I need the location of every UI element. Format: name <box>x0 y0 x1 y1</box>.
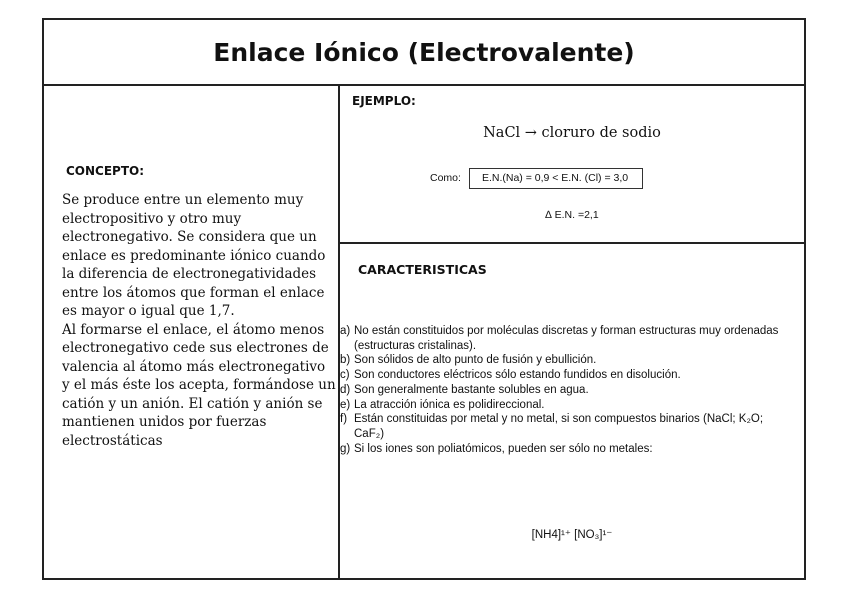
concept-heading: CONCEPTO: <box>66 164 145 178</box>
ions-formula: [NH4]¹⁺ [NO₃]¹⁻ <box>531 529 613 541</box>
list-item <box>340 368 790 383</box>
como-row <box>430 166 643 190</box>
en-comparison-box: E.N.(Na) = 0,9 < E.N. (Cl) = 3,0 <box>469 168 643 189</box>
list-item <box>340 398 790 413</box>
concept-panel <box>44 86 340 578</box>
list-item-text: Son generalmente bastante solubles en agua. <box>354 383 589 396</box>
como-label: Como: <box>430 172 461 184</box>
list-item <box>340 412 790 441</box>
list-item-letter: f) <box>340 413 348 426</box>
characteristics-list <box>340 324 790 456</box>
characteristics-panel <box>340 244 804 578</box>
list-item-letter: a) <box>340 325 351 337</box>
list-item-letter: b) <box>340 354 351 367</box>
page-title: Enlace Iónico (Electrovalente) <box>213 37 635 67</box>
list-item-text: Están constituidas por metal y no metal, si son compuestos binarios (NaCl; K₂O; CaF₂) <box>354 413 764 440</box>
example-formula: NaCl → cloruro de sodio <box>483 125 661 141</box>
example-panel <box>340 86 804 244</box>
list-item-letter: c) <box>340 369 350 382</box>
list-item-letter: d) <box>340 383 351 396</box>
concept-text-body: Se produce entre un elemento muy electropositivo y otro muy electronegativo. Se considera que un enlace es predominante iónico cuando la diferencia de electronegatividades entre los átomos que forman el enlace es mayor o igual que 1,7. Al formarse el enlace, el átomo menos electronegativo cede sus electrones de valencia al átomo más electronegativo y el más éste los acepta, formándose un catión y un anión. El catión y anión se mantienen unidos por fuerzas electrostáticas <box>62 192 336 449</box>
delta-en: ∆ E.N. =2,1 <box>545 209 599 221</box>
list-item-text: Si los iones son poliatómicos, pueden ser sólo no metales: <box>354 442 653 455</box>
title-box <box>44 20 804 86</box>
list-item-text: La atracción iónica es polidireccional. <box>354 398 545 411</box>
list-item-text: No están constituidos por moléculas discretas y forman estructuras muy ordenadas (estructuras cristalinas). <box>354 325 779 352</box>
list-item-letter: g) <box>340 442 351 455</box>
document-frame <box>42 18 806 580</box>
list-item-text: Son conductores eléctricos sólo estando fundidos en disolución. <box>354 369 681 382</box>
list-item <box>340 383 790 398</box>
concept-text <box>62 191 337 450</box>
list-item <box>340 324 790 353</box>
list-item-text: Son sólidos de alto punto de fusión y ebullición. <box>354 354 597 367</box>
list-item-letter: e) <box>340 398 351 411</box>
example-heading: EJEMPLO: <box>352 94 416 108</box>
characteristics-heading: CARACTERISTICAS <box>358 262 487 277</box>
list-item <box>340 353 790 368</box>
list-item <box>340 442 790 457</box>
